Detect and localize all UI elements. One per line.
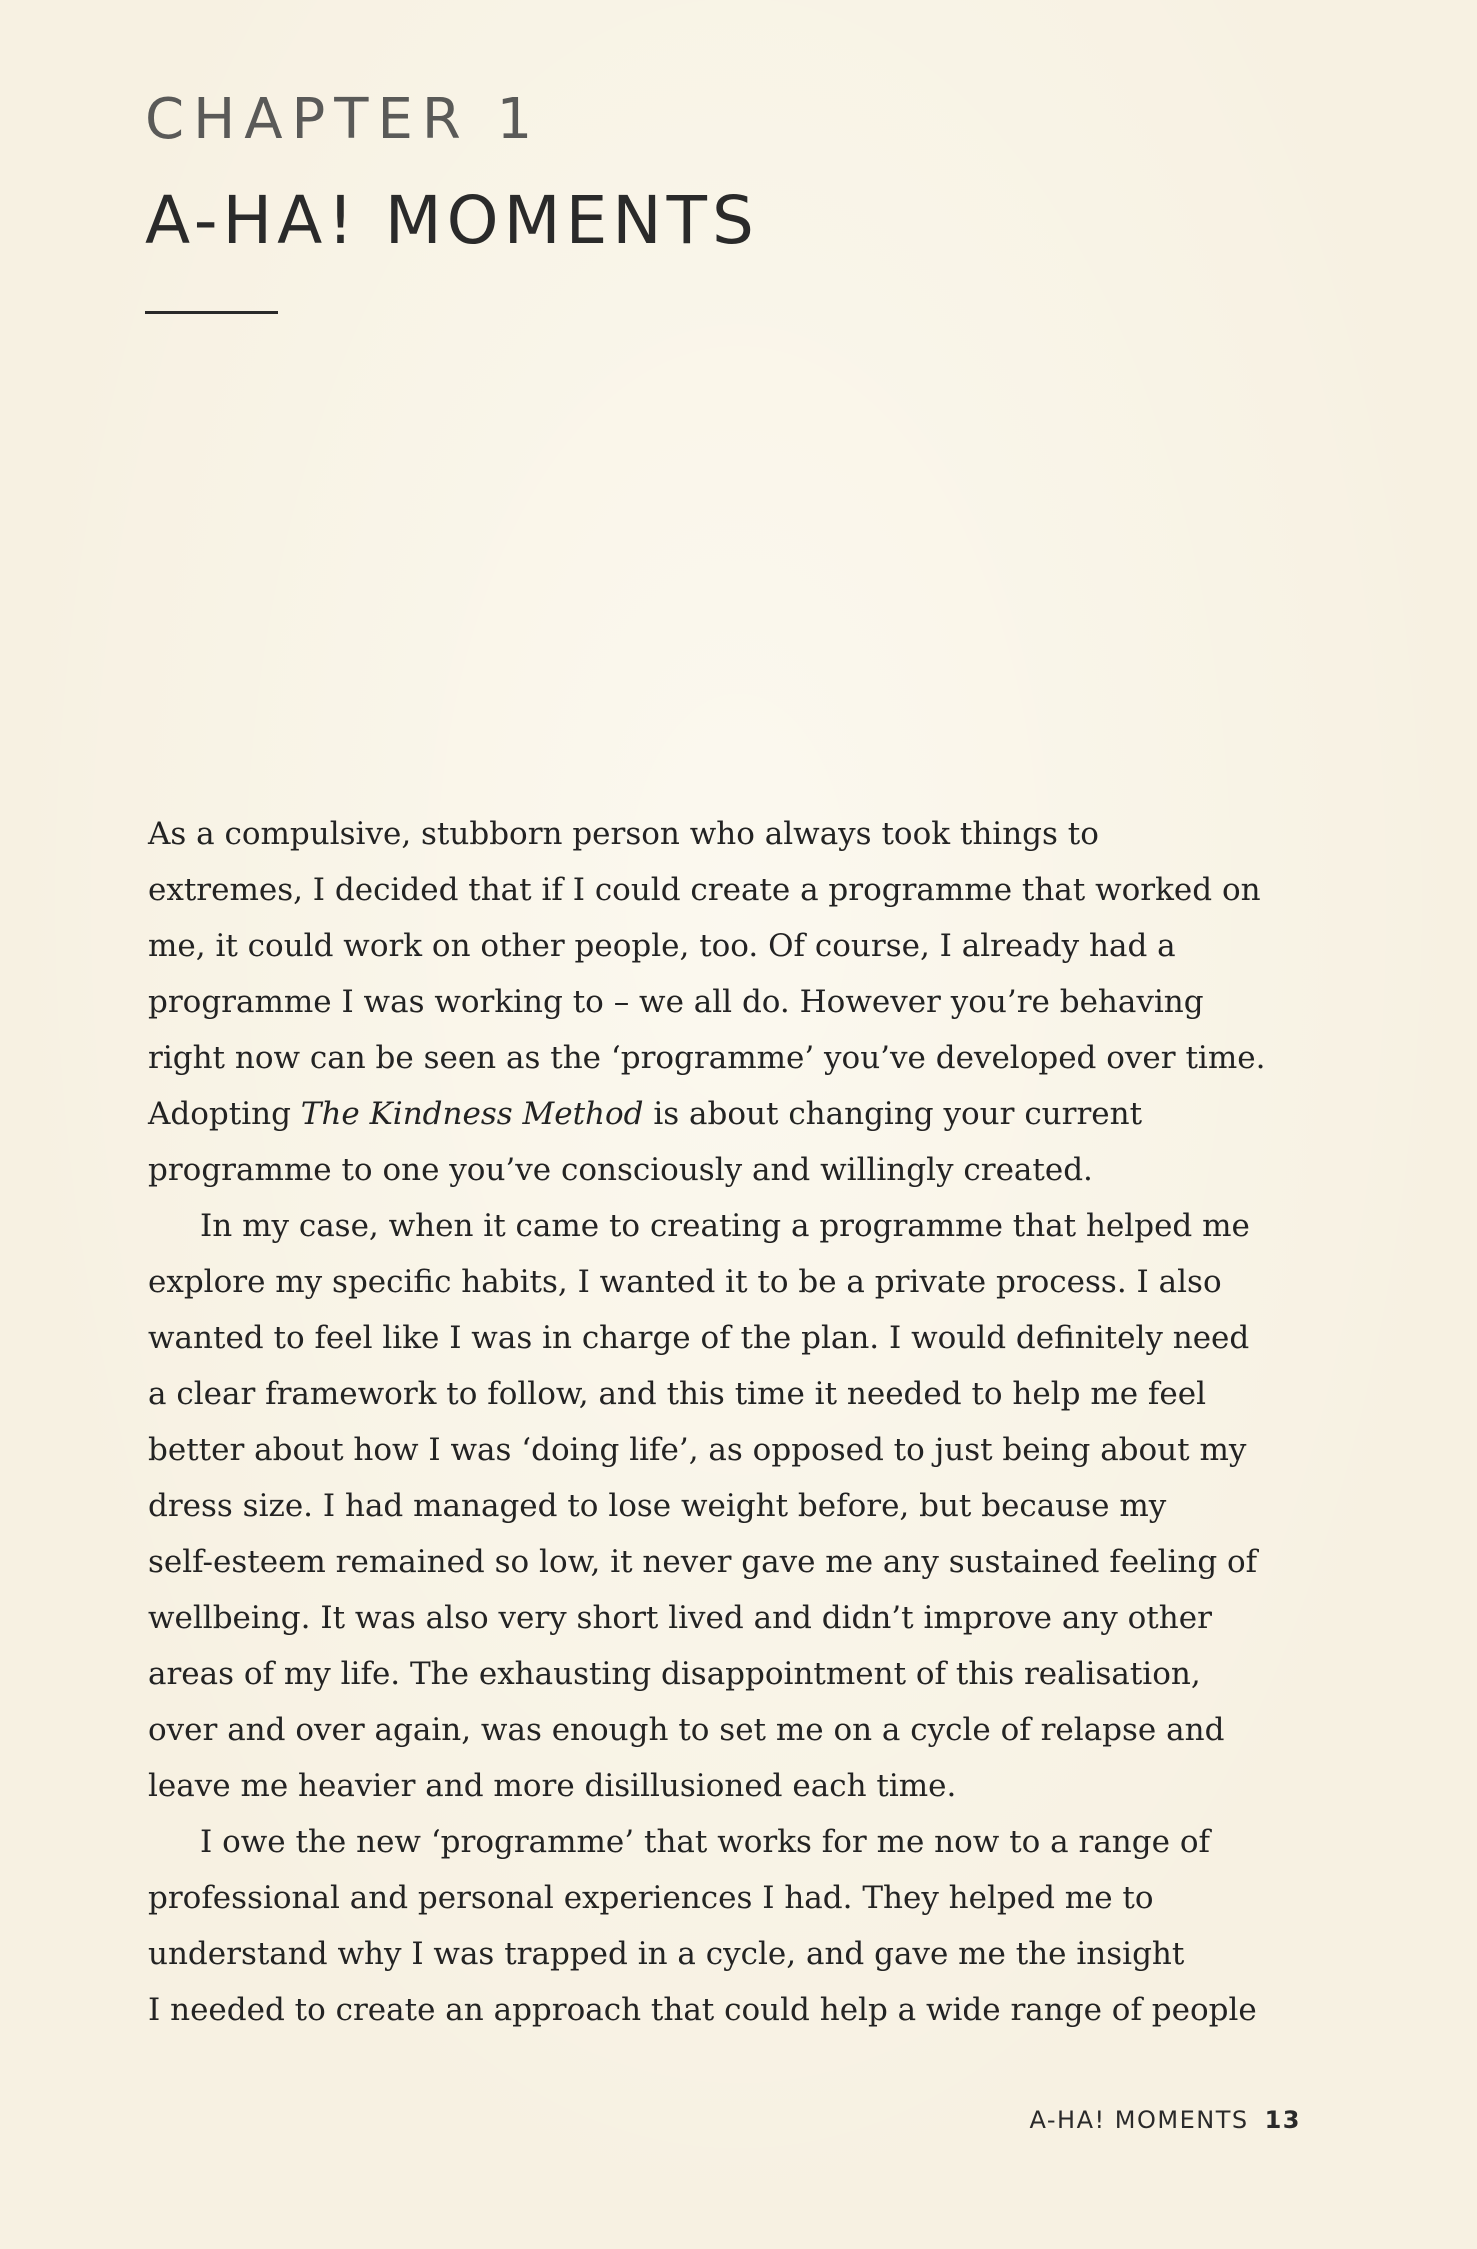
body-line: areas of my life. The exhausting disappointment of this realisation, <box>148 1656 1201 1692</box>
body-line: over and over again, was enough to set me on a cycle of relapse and <box>148 1712 1225 1748</box>
body-line: professional and personal experiences I had. They helped me to <box>148 1880 1154 1916</box>
body-line: wellbeing. It was also very short lived and didn’t improve any other <box>148 1600 1212 1636</box>
body-line: As a compulsive, stubborn person who always took things to <box>148 816 1099 852</box>
body-line-text: is about changing your current <box>643 1096 1143 1132</box>
body-line: programme to one you’ve consciously and willingly created. <box>148 1152 1093 1188</box>
body-text <box>148 806 1308 2038</box>
body-line: I needed to create an approach that could help a wide range of people <box>148 1992 1257 2028</box>
page-footer <box>1030 2106 1302 2134</box>
body-line-text: Adopting <box>148 1096 301 1132</box>
body-line: self-esteem remained so low, it never gave me any sustained feeling of <box>148 1544 1258 1580</box>
body-line: leave me heavier and more disillusioned each time. <box>148 1768 957 1804</box>
running-head: A-HA! MOMENTS <box>1029 2106 1249 2134</box>
body-line: wanted to feel like I was in charge of the plan. I would definitely need <box>148 1320 1250 1356</box>
chapter-label: CHAPTER 1 <box>145 87 542 152</box>
body-line: programme I was working to – we all do. However you’re behaving <box>148 984 1204 1020</box>
body-line: dress size. I had managed to lose weight before, but because my <box>148 1488 1167 1524</box>
body-line: extremes, I decided that if I could create a programme that worked on <box>148 872 1261 908</box>
body-line: explore my specific habits, I wanted it to be a private process. I also <box>148 1264 1222 1300</box>
body-line: I owe the new ‘programme’ that works for me now to a range of <box>200 1824 1210 1860</box>
body-line: right now can be seen as the ‘programme’ you’ve developed over time. <box>148 1040 1266 1076</box>
page-number: 13 <box>1264 2106 1301 2134</box>
body-line: understand why I was trapped in a cycle, and gave me the insight <box>148 1936 1185 1972</box>
book-title-italic: The Kindness Method <box>300 1096 644 1132</box>
title-underline <box>145 311 278 314</box>
body-line: In my case, when it came to creating a programme that helped me <box>200 1208 1250 1244</box>
body-line: a clear framework to follow, and this time it needed to help me feel <box>148 1376 1207 1412</box>
body-line <box>148 1086 1308 1142</box>
body-line: me, it could work on other people, too. Of course, I already had a <box>148 928 1176 964</box>
body-line: better about how I was ‘doing life’, as opposed to just being about my <box>148 1432 1247 1468</box>
chapter-title: A-HA! MOMENTS <box>145 182 759 259</box>
